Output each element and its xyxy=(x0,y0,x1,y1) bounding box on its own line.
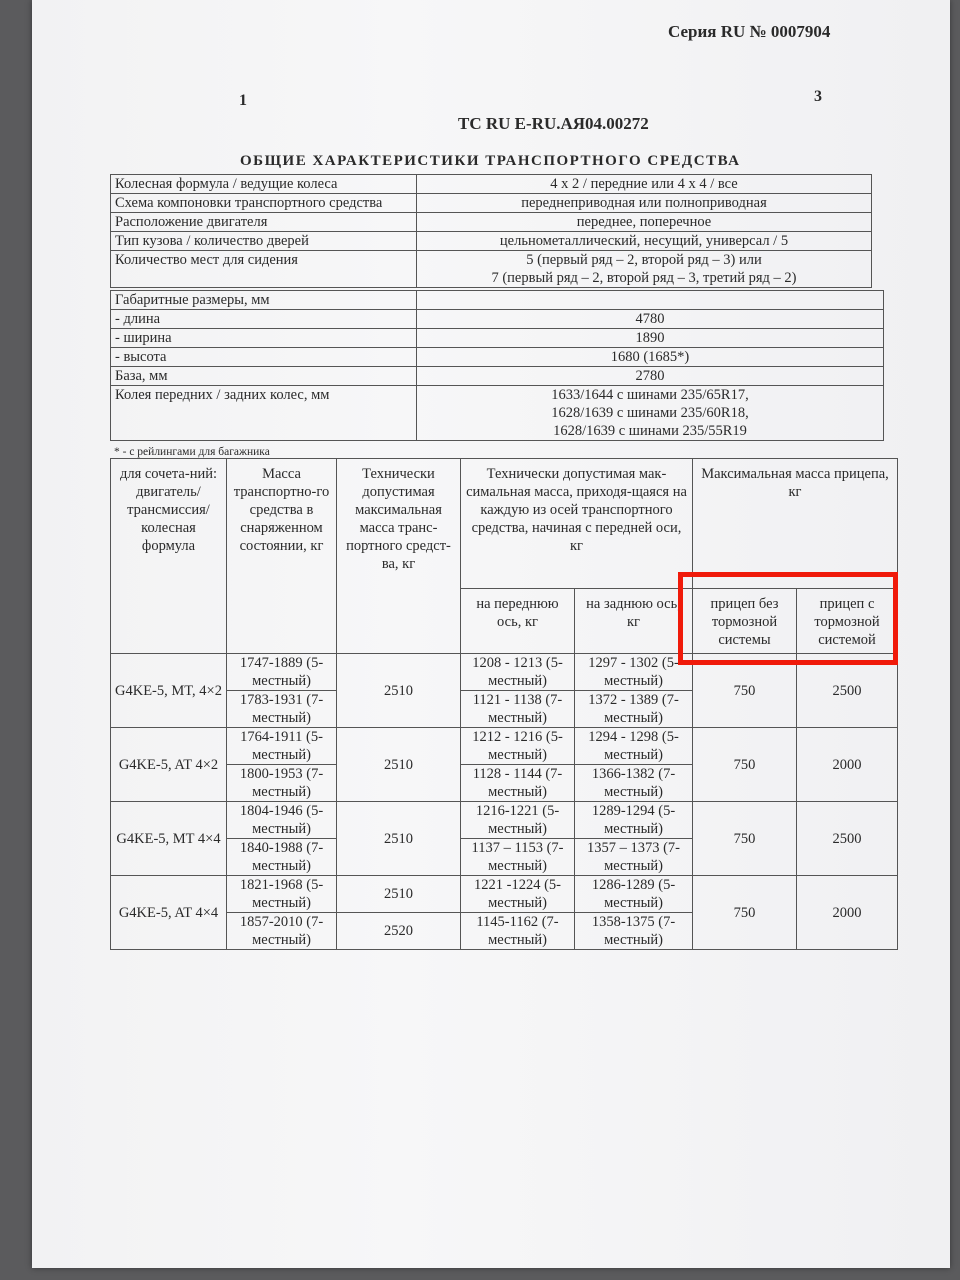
config-cell: G4KE-5, MT 4×4 xyxy=(111,802,227,876)
seats-line-1: 5 (первый ряд – 2, второй ряд – 3) или xyxy=(526,252,762,268)
dim-value: 1680 (1685*) xyxy=(417,348,884,367)
front-axle-cell: 1145-1162 (7-местный) xyxy=(461,913,575,950)
curb-cell: 1840-1988 (7-местный) xyxy=(227,839,337,876)
unbraked-cell: 750 xyxy=(693,802,797,876)
max-mass-cell: 2520 xyxy=(337,913,461,950)
curb-cell: 1800-1953 (7-местный) xyxy=(227,765,337,802)
dim-label: - ширина xyxy=(111,329,417,348)
config-cell: G4KE-5, AT 4×4 xyxy=(111,876,227,950)
curb-cell: 1783-1931 (7-местный) xyxy=(227,691,337,728)
mass-table xyxy=(110,458,898,950)
rear-axle-cell: 1366-1382 (7-местный) xyxy=(575,765,693,802)
front-axle-cell: 1121 - 1138 (7-местный) xyxy=(461,691,575,728)
general-specs-table xyxy=(110,174,872,288)
max-mass-cell: 2510 xyxy=(337,876,461,913)
front-axle-cell: 1208 - 1213 (5-местный) xyxy=(461,654,575,691)
front-axle-cell: 1128 - 1144 (7-местный) xyxy=(461,765,575,802)
header-front-axle: на переднюю ось, кг xyxy=(461,589,575,654)
config-cell: G4KE-5, MT, 4×2 xyxy=(111,654,227,728)
rear-axle-cell: 1297 - 1302 (5-местный) xyxy=(575,654,693,691)
dim-value: 4780 xyxy=(417,310,884,329)
unbraked-cell: 750 xyxy=(693,876,797,950)
unbraked-cell: 750 xyxy=(693,728,797,802)
table-row xyxy=(111,329,884,348)
braked-cell: 2000 xyxy=(797,728,898,802)
dim-label: - длина xyxy=(111,310,417,329)
track-line: 1633/1644 с шинами 235/65R17, xyxy=(551,387,749,403)
curb-cell: 1764-1911 (5-местный) xyxy=(227,728,337,765)
track-line: 1628/1639 с шинами 235/60R18, xyxy=(551,405,749,421)
curb-cell: 1747-1889 (5-местный) xyxy=(227,654,337,691)
document-page xyxy=(32,0,950,1268)
header-axle-mass: Технически допустимая мак-симальная масса, приходя-щаяся на каждую из осей транспортного средства, начиная с передней оси, кг xyxy=(461,459,693,589)
header-trailer-mass: Максимальная масса прицепа, кг xyxy=(693,459,898,589)
front-axle-cell: 1221 -1224 (5-местный) xyxy=(461,876,575,913)
config-cell: G4KE-5, AT 4×2 xyxy=(111,728,227,802)
table-row xyxy=(111,213,872,232)
track-value xyxy=(417,386,884,441)
footnote: * - с рейлингами для багажника xyxy=(114,446,270,458)
spec-value xyxy=(417,251,872,288)
max-mass-cell: 2510 xyxy=(337,654,461,728)
spec-value: переднее, поперечное xyxy=(417,213,872,232)
spec-label: Схема компоновки транспортного средства xyxy=(111,194,417,213)
spec-label: Расположение двигателя xyxy=(111,213,417,232)
header-curb-mass: Масса транспортно-го средства в снаряженном состоянии, кг xyxy=(227,459,337,654)
table-row xyxy=(111,251,872,288)
rear-axle-cell: 1372 - 1389 (7-местный) xyxy=(575,691,693,728)
document-title: ОБЩИЕ ХАРАКТЕРИСТИКИ ТРАНСПОРТНОГО СРЕДСТВА xyxy=(240,153,741,169)
table-row xyxy=(111,386,884,441)
table-row xyxy=(111,194,872,213)
header-rear-axle: на заднюю ось, кг xyxy=(575,589,693,654)
highlight-box xyxy=(678,572,898,665)
dimensions-heading: Габаритные размеры, мм xyxy=(111,291,417,310)
page-number-left: 1 xyxy=(239,92,247,109)
rear-axle-cell: 1286-1289 (5-местный) xyxy=(575,876,693,913)
rear-axle-cell: 1289-1294 (5-местный) xyxy=(575,802,693,839)
header-max-mass: Технически допустимая максимальная масса транс-портного средст-ва, кг xyxy=(337,459,461,654)
empty-cell xyxy=(417,291,884,310)
header-braked-trailer: прицеп с тормозной системой xyxy=(797,589,898,654)
dim-label: - высота xyxy=(111,348,417,367)
table-row xyxy=(111,367,884,386)
rear-axle-cell: 1358-1375 (7-местный) xyxy=(575,913,693,950)
page-number-right: 3 xyxy=(814,88,822,105)
header-unbraked-trailer: прицеп без тормозной системы xyxy=(693,589,797,654)
table-header-row xyxy=(111,459,898,589)
track-line: 1628/1639 с шинами 235/55R19 xyxy=(553,423,747,439)
spec-label: Колесная формула / ведущие колеса xyxy=(111,175,417,194)
spec-label: Тип кузова / количество дверей xyxy=(111,232,417,251)
max-mass-cell: 2510 xyxy=(337,728,461,802)
table-row xyxy=(111,348,884,367)
front-axle-cell: 1137 – 1153 (7-местный) xyxy=(461,839,575,876)
table-row xyxy=(111,291,884,310)
table-row xyxy=(111,728,898,765)
unbraked-cell: 750 xyxy=(693,654,797,728)
dimensions-table xyxy=(110,290,884,441)
curb-cell: 1857-2010 (7-местный) xyxy=(227,913,337,950)
series-number: Серия RU № 0007904 xyxy=(668,22,831,41)
dim-value: 2780 xyxy=(417,367,884,386)
spec-label: Количество мест для сидения xyxy=(111,251,417,288)
braked-cell: 2500 xyxy=(797,802,898,876)
spec-value: 4 x 2 / передние или 4 x 4 / все xyxy=(417,175,872,194)
seats-line-2: 7 (первый ряд – 2, второй ряд – 3, третий ряд – 2) xyxy=(491,270,797,286)
curb-cell: 1804-1946 (5-местный) xyxy=(227,802,337,839)
table-row xyxy=(111,175,872,194)
spec-value: переднеприводная или полноприводная xyxy=(417,194,872,213)
dim-value: 1890 xyxy=(417,329,884,348)
spec-value: цельнометаллический, несущий, универсал / 5 xyxy=(417,232,872,251)
table-row xyxy=(111,232,872,251)
braked-cell: 2000 xyxy=(797,876,898,950)
front-axle-cell: 1216-1221 (5-местный) xyxy=(461,802,575,839)
dim-label: База, мм xyxy=(111,367,417,386)
rear-axle-cell: 1357 – 1373 (7-местный) xyxy=(575,839,693,876)
table-row xyxy=(111,876,898,913)
front-axle-cell: 1212 - 1216 (5-местный) xyxy=(461,728,575,765)
table-row xyxy=(111,802,898,839)
curb-cell: 1821-1968 (5-местный) xyxy=(227,876,337,913)
header-combo: для сочета-ний: двигатель/ трансмиссия/ колесная формула xyxy=(111,459,227,654)
max-mass-cell: 2510 xyxy=(337,802,461,876)
track-label: Колея передних / задних колес, мм xyxy=(111,386,417,441)
rear-axle-cell: 1294 - 1298 (5-местный) xyxy=(575,728,693,765)
table-row xyxy=(111,310,884,329)
document-code: ТС RU E-RU.АЯ04.00272 xyxy=(458,114,649,133)
braked-cell: 2500 xyxy=(797,654,898,728)
